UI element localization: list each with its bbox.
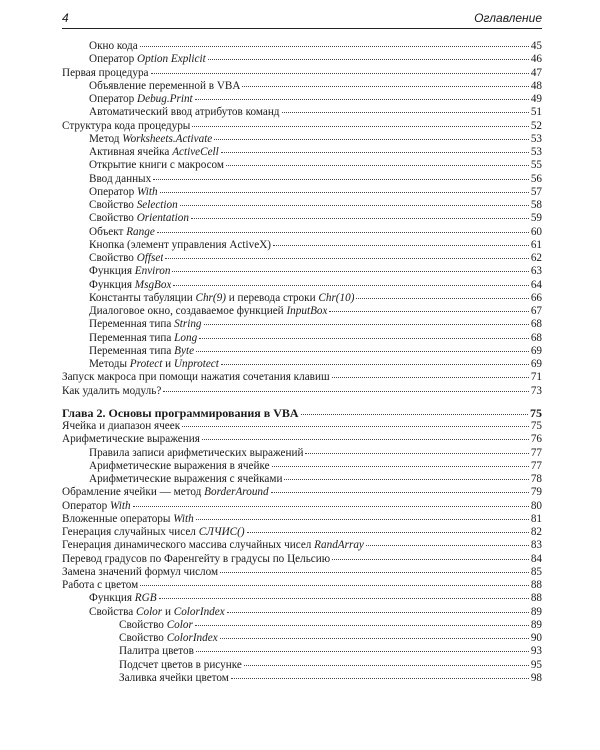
toc-entry-title-italic: Long [174,331,198,344]
toc-entry-title [89,345,194,358]
toc-dot-leader [151,73,529,74]
toc-entry-title [62,513,194,526]
toc-entry-title [62,553,330,566]
toc-entry-title [89,447,303,460]
toc-entry[interactable] [62,566,542,579]
toc-entry[interactable] [62,539,542,552]
toc-page-number: 75 [530,420,542,432]
toc-entry[interactable] [62,645,542,658]
toc-entry[interactable] [62,500,542,513]
toc-entry-title-italic: Protect [129,358,163,370]
toc-dot-leader [196,651,529,652]
toc-chapter-entry[interactable] [62,407,542,420]
toc-entry-title-italic: RandArray [314,539,364,552]
toc-entry-title [62,120,190,133]
page-header [62,8,542,29]
toc-entry-title-text: и перевода строки [225,291,319,304]
toc-page-number: 71 [530,371,542,384]
toc-entry-title-italic: Range [126,225,155,238]
toc-entry[interactable] [62,447,542,460]
toc-dot-leader [165,258,528,259]
toc-page-number: 76 [530,433,542,446]
toc-dot-leader [305,453,528,454]
toc-entry-title-text: Ввод данных [89,172,152,185]
toc-entry-title-text: Оператор [89,93,138,105]
toc-entry-title [89,106,280,119]
toc-entry[interactable] [62,67,542,80]
toc-entry[interactable] [62,279,542,292]
toc-entry-title-text: Методы [89,358,130,370]
toc-entry-title-text: Подсчет цветов в рисунке [119,658,242,671]
toc-entry-title [89,265,170,278]
toc-entry-title [89,318,202,331]
toc-entry[interactable] [62,659,542,672]
toc-entry[interactable] [62,385,542,398]
toc-entry-title-text: Активная ячейка [89,146,173,158]
toc-entry[interactable] [62,526,542,539]
toc-entry-title [89,186,158,199]
toc-entry-title-text: Глава 2. Основы программирования в VBA [62,406,299,420]
toc-dot-leader [282,112,529,113]
toc-entry-title-italic: Environ [134,265,171,278]
toc-entry-title-text: Свойство [89,212,137,225]
toc-entry[interactable] [62,318,542,331]
toc-page-number: 69 [530,358,542,370]
toc-entry-title-italic: Selection [136,199,178,211]
toc-page-number: 68 [530,331,542,344]
toc-entry-title-text: и [162,605,174,618]
toc-entry-title-text: Запуск макроса при помощи нажатия сочетания клавиш [62,371,330,384]
toc-page-number: 73 [530,384,542,397]
toc-entry-title-text: Переменная типа [89,331,175,344]
toc-dot-leader [329,311,528,312]
toc-dot-leader [182,426,529,427]
toc-entry-title [89,40,138,53]
toc-entry[interactable] [62,332,542,345]
toc-entry[interactable] [62,80,542,93]
toc-entry[interactable] [62,146,542,159]
toc-page-number: 55 [530,159,542,172]
toc-entry[interactable] [62,53,542,66]
toc-entry[interactable] [62,133,542,146]
toc-entry-title-text: Диалоговое окно, создаваемое функцией [89,305,287,317]
toc-dot-leader [366,545,529,546]
toc-dot-leader [133,506,529,507]
toc-entry[interactable] [62,292,542,305]
toc-dot-leader [227,612,529,613]
toc-entry-title-text: Окно кода [89,40,138,52]
toc-entry[interactable] [62,305,542,318]
toc-entry-title [62,371,330,384]
toc-entry[interactable] [62,345,542,358]
toc-dot-leader [284,479,528,480]
toc-entry-title-italic: Orientation [136,212,189,225]
toc-dot-leader [159,598,529,599]
toc-entry-title-text: и [162,358,174,370]
toc-entry[interactable] [62,473,542,486]
toc-entry-title [89,133,212,146]
toc-entry-title-italic: RGB [134,592,157,605]
toc-entry-title-text: Оператор [89,185,138,198]
toc-page-number: 61 [530,238,542,251]
toc-page-number: 75 [530,405,542,420]
toc-dot-leader [160,192,529,193]
toc-entry-title [89,460,270,473]
toc-entry-title-italic: ActiveCell [172,146,219,158]
toc-dot-leader [208,59,529,60]
toc-entry[interactable] [62,239,542,252]
toc-entry-title [119,619,193,632]
toc-page-number: 53 [530,132,542,145]
toc-entry-title [89,212,189,225]
toc-entry-title-italic: Debug.Print [137,93,193,105]
toc-entry[interactable] [62,358,542,371]
toc-entry-title [119,632,218,645]
toc-dot-leader [191,218,529,219]
toc-entry-title-italic: Worksheets.Activate [122,132,213,145]
toc-page-number: 57 [530,185,542,198]
toc-entry-title [89,173,151,186]
toc-dot-leader [202,439,529,440]
toc-entry-title-italic: Option Explicit [137,53,206,66]
toc-entry-title-italic: Offset [136,252,164,264]
toc-dot-leader [332,559,529,560]
section-title: Оглавление [474,11,542,25]
toc-entry-title-text: Константы табуляции [89,291,196,304]
toc-entry-title-italic: ColorIndex [166,632,218,644]
toc-entry-title-text: Переменная типа [89,344,175,357]
toc-entry-title [89,292,354,305]
toc-entry-title-text: Перевод градусов по Фаренгейту в градусы по Цельсию [62,552,331,565]
toc-entry-title-text: Вложенные операторы [62,512,174,525]
toc-entry-title [89,53,206,66]
toc-dot-leader [195,625,529,626]
toc-dot-leader [356,298,528,299]
toc-entry-title [62,385,161,398]
toc-page-number: 51 [530,106,542,119]
toc-page-number: 59 [530,212,542,225]
toc-entry-title-text: Кнопка (элемент управления ActiveX) [89,238,272,251]
toc-entry[interactable] [62,265,542,278]
toc-entry-title [62,407,299,420]
toc-entry-title-text: Оператор [89,53,138,66]
toc-dot-leader [196,351,529,352]
toc-entry[interactable] [62,553,542,566]
toc-entry-title-italic: Chr(10) [318,291,355,304]
toc-entry-title [62,579,138,592]
toc-entry-title [89,80,240,93]
toc-entry-title-italic: Unprotect [173,358,219,370]
toc-entry-title-italic: Byte [174,344,195,357]
toc-entry-title-text: Замена значений формул числом [62,565,219,578]
toc-entry-title [89,332,197,345]
toc-entry-title-text: Объект [89,225,127,238]
toc-entry-title [89,239,271,252]
toc-entry-title-text: Свойство [89,199,137,211]
toc-dot-leader [192,126,528,127]
toc-entry-title-text: Метод [89,132,123,145]
toc-entry[interactable] [62,106,542,119]
toc-page-number: 45 [530,40,542,52]
toc-page-number: 47 [530,66,542,79]
toc-page-number: 89 [530,605,542,618]
toc-page-number: 80 [530,499,542,512]
toc-entry[interactable] [62,199,542,212]
toc-page-number: 85 [530,565,542,578]
toc-dot-leader [272,466,529,467]
toc-entry-title-text: Свойство [119,632,167,644]
toc-page-number: 77 [530,446,542,459]
toc-entry-title-italic: СЛЧИС() [198,526,245,538]
toc-entry-title-text: Обрамление ячейки — метод [62,486,205,499]
toc-entry[interactable] [62,592,542,605]
toc-entry[interactable] [62,212,542,225]
toc-entry-title [89,279,171,292]
toc-entry[interactable] [62,513,542,526]
toc-entry[interactable] [62,226,542,239]
toc-entry-title [89,305,327,318]
toc-dot-leader [301,414,528,415]
toc-entry-title-text: Объявление переменной в VBA [89,79,241,92]
toc-dot-leader [157,232,529,233]
toc-page-number: 69 [530,344,542,357]
toc-dot-leader [271,492,529,493]
toc-dot-leader [204,324,529,325]
toc-entry-title [62,67,149,80]
toc-entry[interactable] [62,120,542,133]
toc-entry-title-text: Палитра цветов [119,645,194,658]
toc-page-number: 56 [530,172,542,185]
toc-entry[interactable] [62,433,542,446]
toc-entry-title-text: Свойство [119,618,167,631]
toc-dot-leader [247,532,529,533]
toc-page-number: 63 [530,265,542,278]
toc-page-number: 84 [530,552,542,565]
toc-entry-title-italic: With [173,512,194,525]
toc-entry-title-text: Функция [89,278,135,291]
toc-page-number: 62 [530,252,542,264]
toc-entry-title-text: Заливка ячейки цветом [119,671,229,684]
toc-entry[interactable] [62,672,542,685]
toc-entry-title [89,252,163,265]
toc-page-number: 95 [530,658,542,671]
toc-page-number: 90 [530,632,542,644]
toc-dot-leader [140,46,529,47]
toc-entry-title-text: Арифметические выражения [62,433,200,446]
toc-entry-title-text: Открытие книги с макросом [89,159,224,172]
toc-entry-title-italic: BorderAround [204,486,269,499]
toc-entry-title [89,226,155,239]
toc-entry-title-text: Арифметические выражения в ячейке [89,459,270,472]
toc-entry-title-text: Генерация случайных чисел [62,526,199,538]
toc-entry-title [62,433,200,446]
toc-entry-title [89,199,178,212]
toc-entry-title-italic: MsgBox [134,278,172,291]
toc-entry-title-text: Оператор [62,499,111,512]
toc-dot-leader [163,391,529,392]
toc-dot-leader [273,245,529,246]
table-of-contents [62,40,542,685]
toc-entry-title-text: Функция [89,265,135,278]
toc-page-number: 48 [530,79,542,92]
toc-entry-title-text: Правила записи арифметических выражений [89,446,304,459]
toc-entry-title [119,659,242,672]
toc-dot-leader [220,572,529,573]
toc-dot-leader [332,377,529,378]
chapter-spacer [62,398,542,407]
toc-entry-title-text: Автоматический ввод атрибутов команд [89,106,280,119]
toc-entry-title [89,358,219,371]
toc-entry-title-text: Арифметические выражения с ячейками [89,473,283,485]
toc-dot-leader [214,139,529,140]
toc-page-number: 89 [530,618,542,631]
toc-entry-title-text: Свойства [89,605,137,618]
toc-dot-leader [221,364,529,365]
toc-page-number: 83 [530,539,542,552]
toc-page-number: 53 [530,146,542,158]
toc-page-number: 67 [530,305,542,317]
toc-entry-title [62,539,364,552]
toc-entry-title [62,500,131,513]
toc-page-number: 52 [530,119,542,132]
toc-entry[interactable] [62,460,542,473]
toc-entry[interactable] [62,579,542,592]
toc-entry-title-text: Как удалить модуль? [62,384,162,397]
toc-dot-leader [153,179,529,180]
toc-entry-title-text: Структура кода процедуры [62,119,191,132]
toc-entry-title-text: Переменная типа [89,318,175,331]
toc-page-number: 58 [530,199,542,211]
page-number: 4 [62,11,69,25]
toc-entry-title-text: Ячейка и диапазон ячеек [62,420,181,432]
toc-entry-title-italic: String [174,318,202,331]
toc-page-number: 88 [530,592,542,605]
toc-dot-leader [140,585,529,586]
toc-dot-leader [220,638,529,639]
toc-page-number: 81 [530,512,542,525]
toc-entry-title-italic: With [137,185,158,198]
toc-page-number: 78 [530,473,542,485]
toc-entry-title-italic: InputBox [286,305,328,317]
toc-dot-leader [196,519,529,520]
toc-entry-title-italic: With [110,499,131,512]
toc-entry-title [89,592,157,605]
toc-entry-title [62,486,269,499]
toc-dot-leader [180,205,529,206]
toc-entry-title-italic: Color [166,618,193,631]
toc-page-number: 79 [530,486,542,499]
toc-entry[interactable] [62,486,542,499]
toc-page-number: 60 [530,225,542,238]
toc-dot-leader [244,665,529,666]
toc-entry[interactable] [62,40,542,53]
toc-entry-title-italic: Chr(9) [195,291,226,304]
toc-page-number: 88 [530,579,542,591]
toc-entry-title-italic: ColorIndex [173,605,225,618]
toc-entry-title [89,146,219,159]
toc-entry[interactable] [62,173,542,186]
toc-dot-leader [226,165,529,166]
toc-entry-title [89,606,225,619]
toc-entry[interactable] [62,371,542,384]
toc-page-number: 82 [530,526,542,538]
toc-entry-title-text: Первая процедура [62,66,149,79]
toc-entry-title [62,420,180,433]
toc-entry-title [62,566,218,579]
toc-page-number: 49 [530,93,542,105]
toc-entry[interactable] [62,252,542,265]
toc-entry[interactable] [62,420,542,433]
toc-entry[interactable] [62,632,542,645]
toc-entry-title [89,93,193,106]
toc-dot-leader [199,338,529,339]
toc-entry[interactable] [62,619,542,632]
toc-page-number: 64 [530,278,542,291]
toc-entry[interactable] [62,606,542,619]
toc-dot-leader [173,285,528,286]
toc-page-number: 93 [530,645,542,658]
toc-entry-title-text: Работа с цветом [62,579,139,591]
toc-page-number: 66 [530,291,542,304]
toc-dot-leader [242,86,528,87]
toc-entry[interactable] [62,186,542,199]
toc-entry-title [119,645,194,658]
toc-entry[interactable] [62,93,542,106]
toc-entry-title [62,526,245,539]
toc-entry-title [119,672,229,685]
toc-entry-title-text: Генерация динамического массива случайных чисел [62,539,315,552]
toc-dot-leader [172,271,528,272]
toc-page-number: 68 [530,318,542,331]
toc-entry-title [89,473,282,486]
toc-dot-leader [231,678,529,679]
toc-entry-title-text: Функция [89,592,135,605]
toc-entry-title-italic: Color [136,605,163,618]
toc-page-number: 77 [530,459,542,472]
toc-dot-leader [221,152,529,153]
toc-page-number: 98 [530,671,542,684]
toc-entry[interactable] [62,159,542,172]
toc-dot-leader [195,99,529,100]
toc-page-number: 46 [530,53,542,66]
toc-entry-title [89,159,224,172]
toc-entry-title-text: Свойство [89,252,137,264]
